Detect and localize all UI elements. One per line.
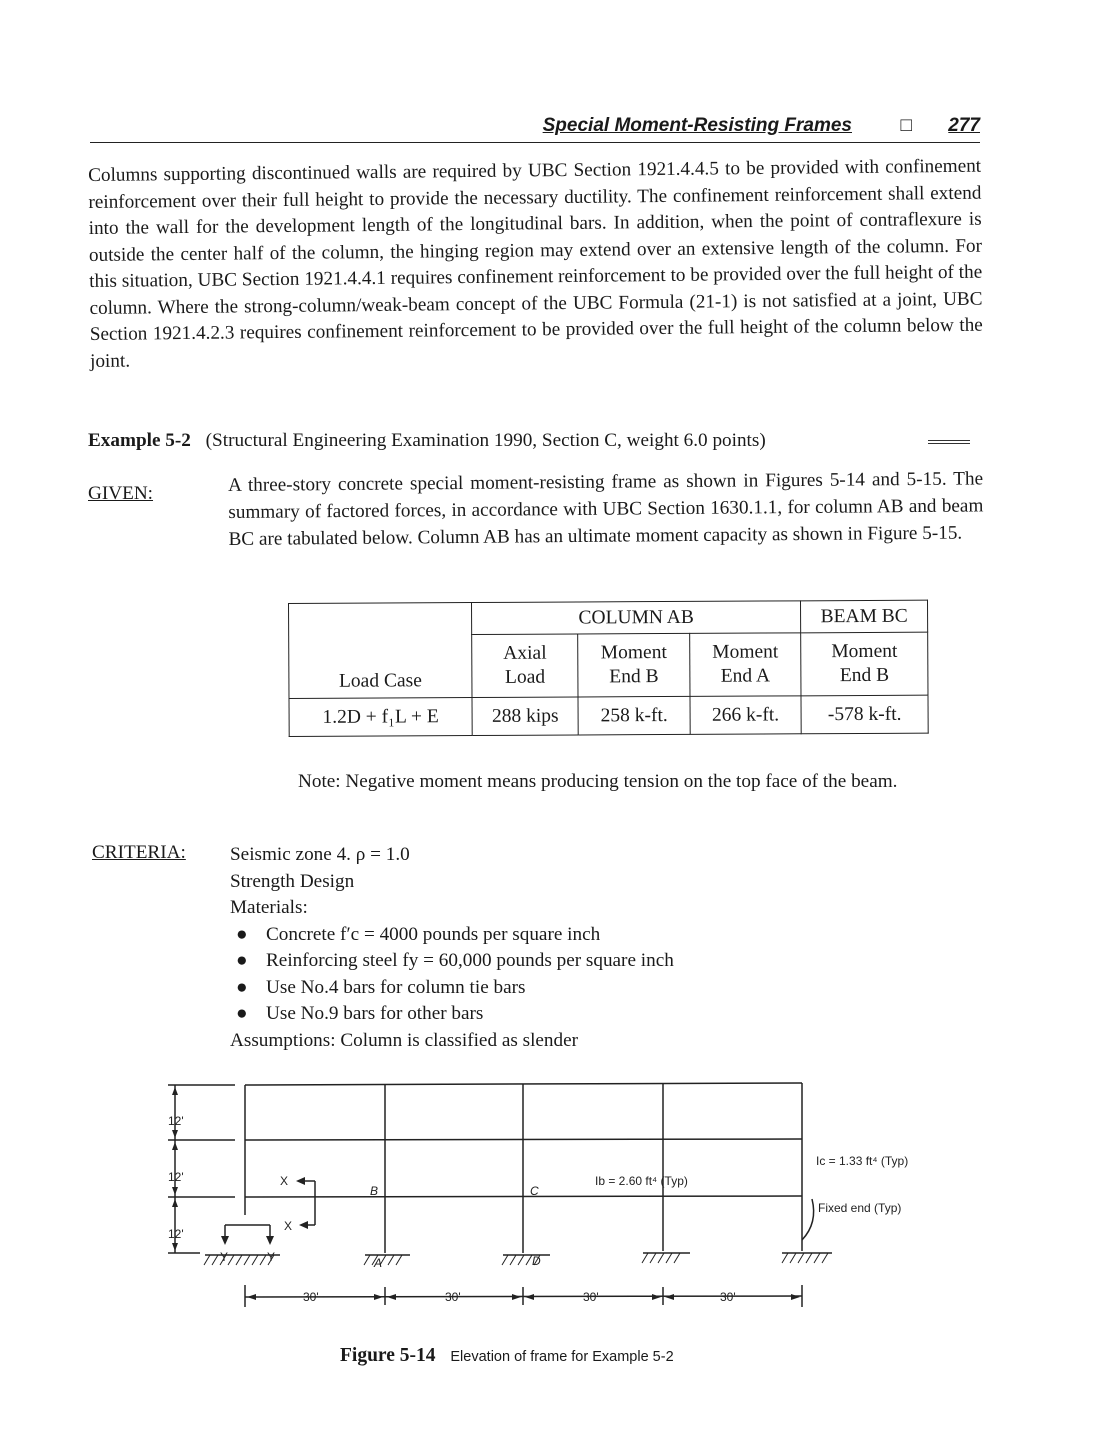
example-heading: [88, 430, 978, 452]
criteria-label: CRITERIA:: [92, 842, 186, 863]
section-y-label: Y: [267, 1250, 276, 1264]
node-d-label: D: [532, 1254, 541, 1268]
page-number: 277: [948, 115, 980, 136]
bay-width-label: 30': [583, 1290, 599, 1304]
story-height-label: 12': [168, 1114, 184, 1128]
box-glyph: □: [900, 115, 912, 136]
ib-label: Ib = 2.60 ft⁴ (Typ): [595, 1174, 688, 1188]
example-rule: [928, 440, 970, 444]
example-source: (Structural Engineering Examination 1990, Section C, weight 6.0 points): [205, 430, 766, 451]
node-a-label: A: [374, 1256, 383, 1270]
table-cell-moment-a: 266 k-ft.: [690, 696, 802, 735]
story-height-label: 12': [168, 1170, 184, 1184]
table-cell-axial: 288 kips: [472, 697, 579, 736]
criteria-line: Strength Design: [230, 870, 355, 892]
factored-forces-table: [288, 600, 929, 737]
list-item: ● Use No.9 bars for other bars: [236, 1003, 484, 1024]
page-header: [90, 112, 980, 143]
frame-elevation-figure: [160, 1075, 960, 1330]
bay-width-label: 30': [303, 1290, 319, 1304]
given-label: GIVEN:: [88, 483, 154, 504]
section-x-label: X: [284, 1219, 293, 1233]
list-item: ● Use No.4 bars for column tie bars: [236, 976, 526, 998]
node-c-label: C: [530, 1184, 539, 1198]
table-header-load-case: Load Case: [289, 603, 472, 699]
table-cell-load-case: 1.2D + f₁L + E: [289, 698, 472, 737]
given-text: A three-story concrete special moment-resisting frame as shown in Figures 5-14 and 5-15. The summary of factored forces, in accordance with UBC Section 1630.1.1, for column AB and beam BC are tabulated below. Column AB has an ultimate moment capacity as shown in Figure 5-15.: [228, 468, 984, 550]
fixed-end-label: Fixed end (Typ): [818, 1201, 902, 1215]
table-group-column: COLUMN AB: [472, 601, 801, 635]
table-note: Note: Negative moment means producing tension on the top face of the beam.: [298, 771, 898, 792]
running-title: Special Moment-Resisting Frames: [542, 115, 852, 136]
figure-number: Figure 5-14: [340, 1345, 436, 1366]
criteria-block: [230, 842, 930, 1054]
bay-width-label: 30': [720, 1290, 736, 1304]
table-cell-beam-moment-b: -578 k-ft.: [801, 695, 928, 734]
table-header-axial: Axial Load: [472, 634, 579, 697]
bay-width-label: 30': [445, 1290, 461, 1304]
criteria-line: Seismic zone 4. ρ = 1.0: [230, 844, 410, 865]
section-x-label: X: [280, 1174, 289, 1188]
figure-caption: [340, 1345, 674, 1367]
assumptions-line: Assumptions: Column is classified as slender: [230, 1029, 579, 1051]
figure-caption-text: Elevation of frame for Example 5-2: [450, 1349, 674, 1365]
story-height-label: 12': [168, 1227, 184, 1241]
criteria-line: Materials:: [230, 897, 308, 918]
intro-paragraph: Columns supporting discontinued walls are required by UBC Section 1921.4.4.5 to be provided with confinement reinforcement over their full height to provide the necessary ductility. The confinement reinforcement shall extend into the wall for the development length of the longitudinal bars. In addition, when the point of contraflexure is outside the center half of the column, the hinging region may extend over an extensive length of the column. For this situation, UBC Section 1921.4.4.1 requires confinement reinforcement to be provided over the full height of the column. Where the strong-column/weak-beam concept of the UBC Formula (21-1) is not satisfied at a joint, UBC Section 1921.4.2.3 requires confinement reinforcement to be provided over the full height of the column below the joint.: [88, 155, 983, 372]
list-item: ● Concrete f′c = 4000 pounds per square inch: [236, 923, 601, 945]
table-cell-moment-b: 258 k-ft.: [578, 696, 690, 735]
list-item: ● Reinforcing steel fy = 60,000 pounds per square inch: [236, 950, 674, 971]
ic-label: Ic = 1.33 ft⁴ (Typ): [816, 1154, 909, 1168]
table-header-beam-moment-end-b: Moment End B: [801, 632, 928, 696]
table-group-beam: BEAM BC: [801, 600, 928, 633]
section-y-label: Y: [220, 1250, 229, 1264]
table-header-moment-end-b: Moment End B: [578, 633, 690, 696]
example-label: Example 5-2: [88, 430, 191, 451]
node-b-label: B: [370, 1184, 379, 1198]
table-header-moment-end-a: Moment End A: [689, 633, 801, 696]
materials-list: [230, 922, 930, 1028]
